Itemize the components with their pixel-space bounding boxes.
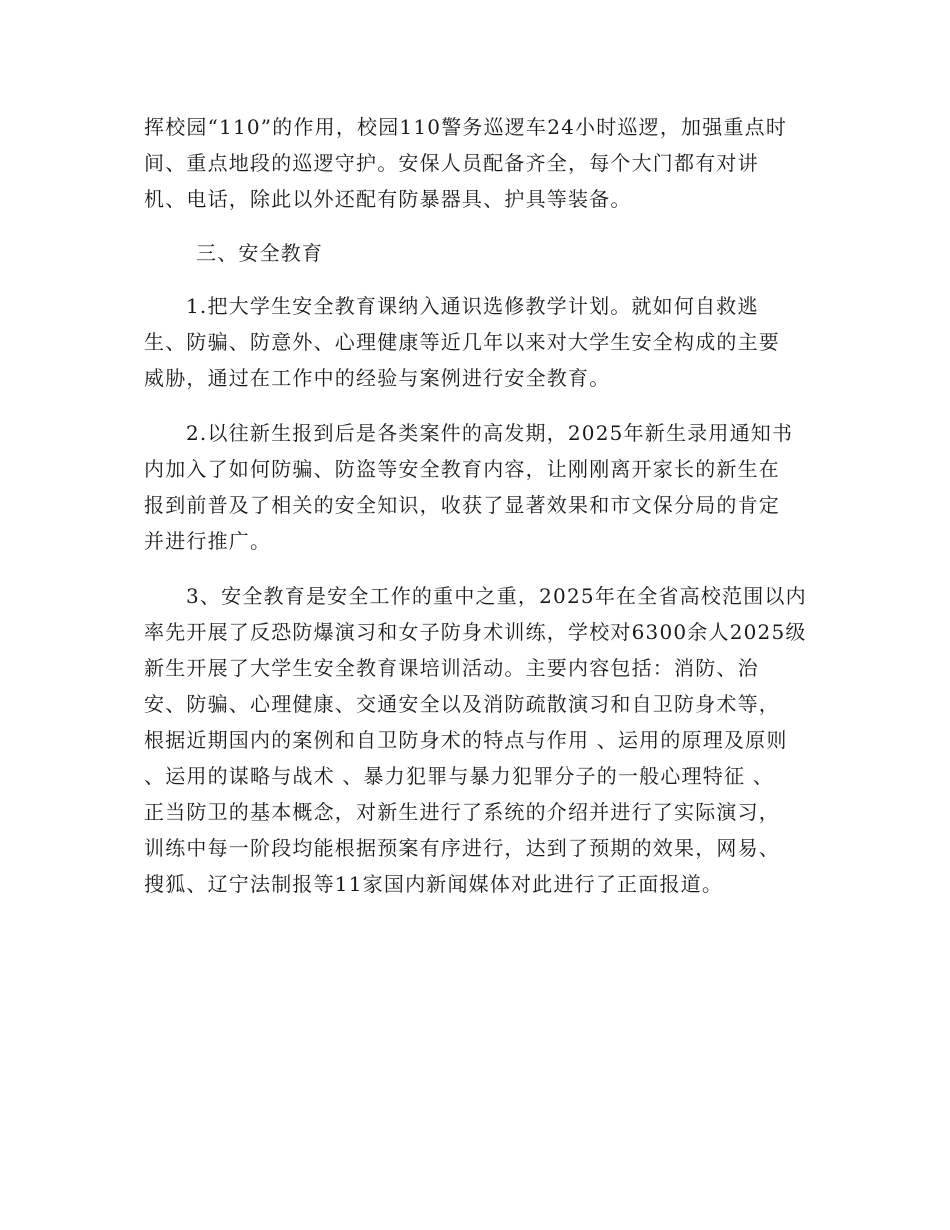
text-line: 间、重点地段的巡逻守护。安保人员配备齐全，每个大门都有对讲 <box>144 151 759 175</box>
text-line: 训练中每一阶段均能根据预案有序进行，达到了预期的效果，网易、 <box>144 836 780 860</box>
text-line: 正当防卫的基本概念，对新生进行了系统的介绍并进行了实际演习， <box>144 800 780 824</box>
text-line: 根据近期国内的案例和自卫防身术的特点与作用 、运用的原理及原则 <box>144 728 788 752</box>
text-line: 2.以往新生报到后是各类案件的高发期，2025年新生录用通知书 <box>186 421 794 445</box>
text-line: 新生开展了大学生安全教育课培训活动。主要内容包括：消防、治 <box>144 656 759 680</box>
section-heading: 三、安全教育 <box>196 241 324 265</box>
text-line: 内加入了如何防骗、防盗等安全教育内容，让刚刚离开家长的新生在 <box>144 457 780 481</box>
text-line: 3、安全教育是安全工作的重中之重，2025年在全省高校范围以内 <box>186 584 807 608</box>
text-line: 安、防骗、心理健康、交通安全以及消防疏散演习和自卫防身术等， <box>144 692 780 716</box>
text-line: 威胁，通过在工作中的经验与案例进行安全教育。 <box>144 366 611 390</box>
text-line: 挥校园“110”的作用，校园110警务巡逻车24小时巡逻，加强重点时 <box>144 115 788 139</box>
text-line: 1.把大学生安全教育课纳入通识选修教学计划。就如何自救逃 <box>186 294 759 318</box>
text-line: 机、电话，除此以外还配有防暴器具、护具等装备。 <box>144 187 632 211</box>
text-line: 报到前普及了相关的安全知识，收获了显著效果和市文保分局的肯定 <box>144 493 780 517</box>
text-line: 、运用的谋略与战术 、暴力犯罪与暴力犯罪分子的一般心理特征 、 <box>144 764 774 788</box>
text-line: 并进行推广。 <box>144 529 272 553</box>
text-line: 率先开展了反恐防爆演习和女子防身术训练，学校对6300余人2025级 <box>144 620 807 644</box>
text-line: 搜狐、辽宁法制报等11家国内新闻媒体对此进行了正面报道。 <box>144 872 724 896</box>
text-line: 生、防骗、防意外、心理健康等近几年以来对大学生安全构成的主要 <box>144 330 780 354</box>
